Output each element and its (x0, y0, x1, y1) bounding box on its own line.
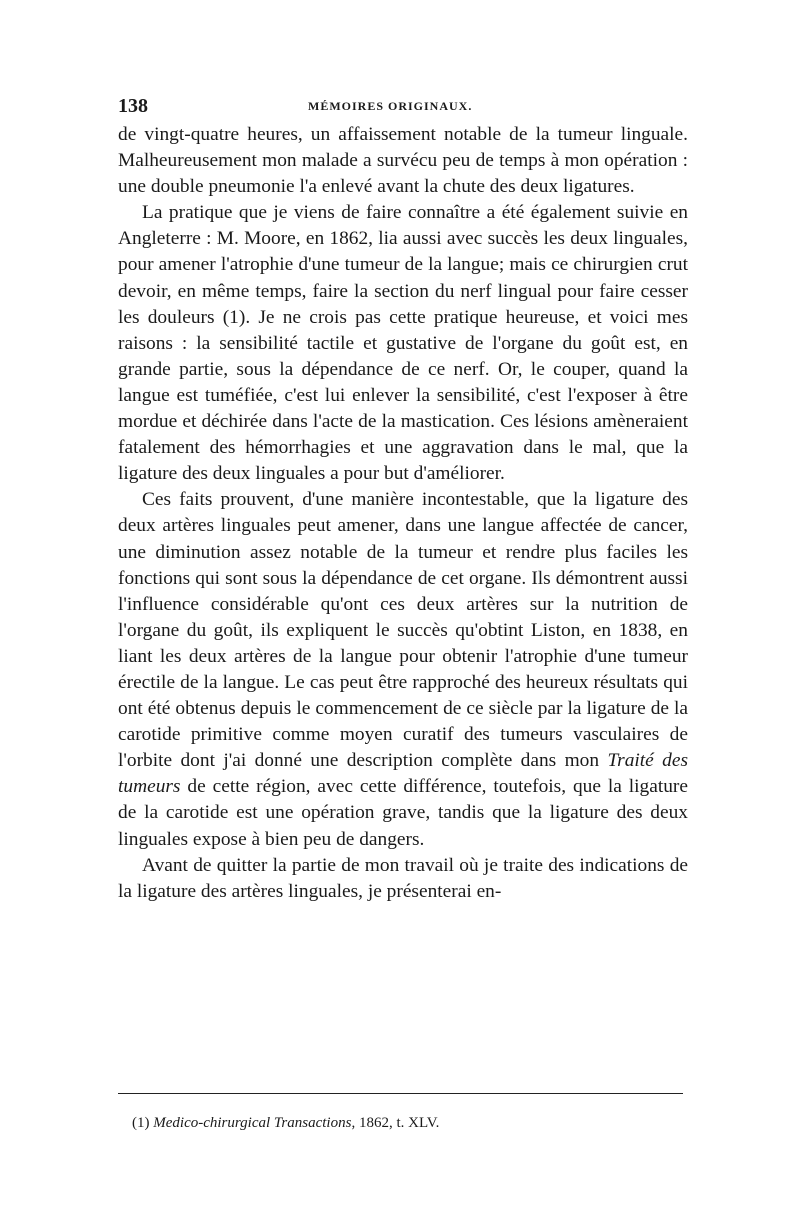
paragraph-4-text: Avant de quitter la partie de mon travail où je traite des indications de la ligature des artères linguales, je présenterai en- (118, 854, 688, 902)
paragraph-2-text: La pratique que je viens de faire connaître a été également suivie en Angleterre : M. Moore, en 1862, lia aussi avec succès les deux linguales, pour amener l'atrophie d'une tumeur de la langue; mais ce chirurgien crut devoir, en même temps, faire la section du nerf lingual pour faire cesser les douleurs (1). Je ne crois pas cette pratique heureuse, et voici mes raisons : la sensibilité tactile et gustative de l'organe du goût est, en grande partie, sous la dépendance de ce nerf. Or, le couper, quand la langue est tuméfiée, c'est lui enlever la sensibilité, c'est l'exposer à être mordue et déchirée dans l'acte de la mastication. Ces lésions amèneraient fatalement des hémorrhagies et une aggravation dans le mal, que la ligature des deux linguales a pour but d'améliorer. (118, 202, 688, 485)
book-title-italic: Traité des tumeurs (118, 750, 688, 798)
paragraph-3-text-after: de cette région, avec cette différence, toutefois, que la ligature de la carotide est une opération grave, tandis que la ligature des deux linguales expose à bien peu de dangers. (118, 776, 688, 850)
paragraph-3-text-before: Ces faits prouvent, d'une manière incontestable, que la ligature des deux artères linguales peut amener, dans une langue affectée de cancer, une diminution assez notable de la tumeur et rendre plus faciles les fonctions qui sont sous la dépendance de cet organe. Ils démontrent aussi l'influence considérable qu'ont ces deux artères sur la nutrition de l'organe du goût, ils expliquent le succès qu'obtint Liston, en 1838, en liant les deux artères de la langue pour obtenir l'atrophie d'une tumeur érectile de la langue. Le cas peut être rapproché des heureux résultats qui ont été obtenus depuis le commencement de ce siècle par la ligature de la carotide primitive comme moyen curatif des tumeurs vasculaires de l'orbite dont j'ai donné une description complète dans mon (118, 489, 688, 772)
running-head: MÉMOIRES ORIGINAUX. (308, 99, 473, 113)
body-text (118, 122, 688, 905)
paragraph-3 (118, 487, 688, 852)
page-number: 138 (118, 95, 148, 117)
paragraph-1: de vingt-quatre heures, un affaissement notable de la tumeur linguale. Malheureusement mon malade a survécu peu de temps à mon opération : une double pneumonie l'a enlevé avant la chute des deux ligatures. (118, 124, 688, 198)
paragraph-4 (118, 853, 688, 905)
footnote-rule (118, 1093, 683, 1094)
footnote-journal: Medico-chirurgical Transactions (153, 1115, 352, 1131)
book-page (118, 95, 688, 1131)
paragraph-2 (118, 200, 688, 487)
footnote-marker: (1) (132, 1115, 150, 1131)
footnote (132, 1114, 439, 1132)
page-header (118, 96, 688, 116)
footnote-details: , 1862, t. XLV. (351, 1115, 440, 1131)
